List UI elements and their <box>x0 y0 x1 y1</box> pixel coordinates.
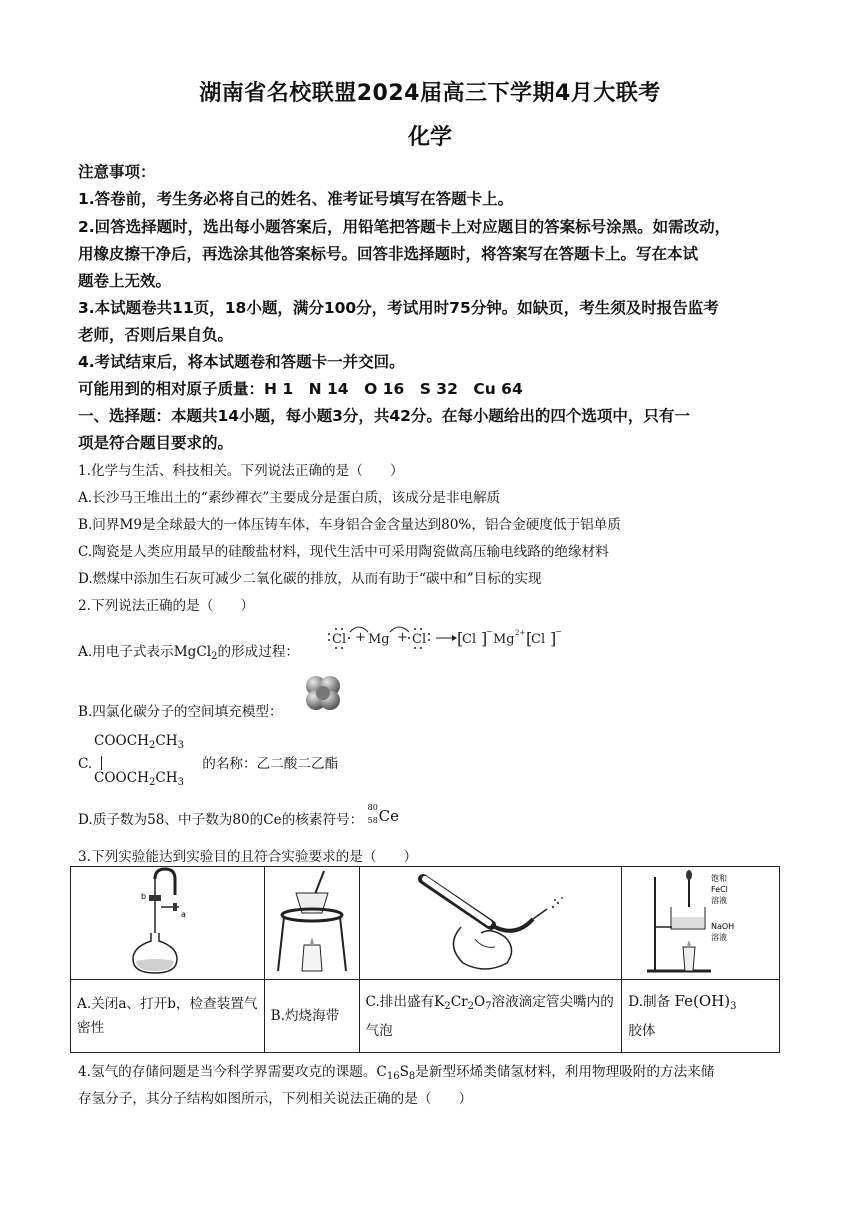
q2-c-bottom-group <box>94 770 800 788</box>
fig-a-cell <box>71 867 265 980</box>
eq-cl-1: Cl <box>332 632 347 647</box>
fig-label-saturated: 饱和 <box>710 874 727 883</box>
eq-minus-2: − <box>555 627 562 636</box>
q3-c-pre: C.排出盛有K <box>365 993 445 1010</box>
fig-label-fecl3: FeCl <box>710 885 728 894</box>
eq-mg-charge: 2+ <box>515 629 526 637</box>
q2-a-sub: 2 <box>211 651 218 662</box>
c-ch-top: CH <box>155 733 178 749</box>
section-heading: 一、选择题：本题共14小题，每小题3分，共42分。在每小题给出的四个选项中，只有一 <box>78 407 690 425</box>
q3-d-post: 胶体 <box>628 1023 656 1039</box>
c-ch-bottom: CH <box>155 770 178 786</box>
svg-text:[: [ <box>526 629 533 648</box>
q1-stem: 1.化学与生活、科技相关。下列说法正确的是（ ） <box>78 463 404 479</box>
crucible-burner-icon <box>272 867 352 975</box>
notice-item-1: 1.答卷前，考生务必将自己的姓名、准考证号填写在答题卡上。 <box>78 190 514 208</box>
notice-heading: 注意事项： <box>78 163 156 181</box>
burette-hand-icon <box>405 867 575 975</box>
atomic-masses: 可能用到的相对原子质量：H 1 N 14 O 16 S 32 Cu 64 <box>78 380 523 398</box>
svg-text:]: ] <box>550 629 557 648</box>
eq-plus-1: + <box>355 630 366 645</box>
exam-title: 湖南省名校联盟2024届高三下学期4月大联考 <box>199 81 661 106</box>
q2-a-text: A.用电子式表示MgCl <box>78 644 212 660</box>
q4-stem-cont: 存氢分子，其分子结构如图所示，下列相关说法正确的是（ ） <box>78 1091 473 1107</box>
q2-c-prefix: C. <box>78 756 93 772</box>
fig-label-solution: 溶液 <box>710 896 727 905</box>
svg-text:]: ] <box>481 629 488 648</box>
eq-cl-2: Cl <box>412 632 427 647</box>
q1-option-b: B.问界M9是全球最大的一体压铸车体，车身铝合金含量达到80%，铝合金硬度低于铝单质 <box>78 517 621 533</box>
q1-option-c: C.陶瓷是人类应用最早的硅酸盐材料，现代生活中可采用陶瓷做高压输电线路的绝缘材料 <box>78 544 609 560</box>
bond-line <box>101 756 102 770</box>
fig-label-b: b <box>141 892 147 901</box>
c-sub2-bottom: 2 <box>148 777 156 788</box>
flask-apparatus-icon <box>127 867 207 975</box>
eq-mg-1: Mg <box>368 632 390 647</box>
notice-item-2-end: 题卷上无效。 <box>78 272 172 290</box>
q3-stem: 3.下列实验能达到实验目的且符合实验要求的是（ ） <box>78 849 418 865</box>
svg-text:[: [ <box>457 629 464 648</box>
eq-mg-2: Mg <box>493 632 515 647</box>
c-sub3-bottom: 3 <box>177 777 184 788</box>
q3-caption-a: A.关闭a、打开b，检查装置气密性 <box>71 980 265 1053</box>
q2-stem: 2.下列说法正确的是（ ） <box>78 598 255 614</box>
fig-label-naoh: NaOH <box>710 922 734 931</box>
fig-d-cell <box>622 867 780 980</box>
electron-formula-image <box>326 624 566 652</box>
q2-c-top-group <box>94 733 800 751</box>
section-heading-cont: 项是符合题目要求的。 <box>78 434 234 452</box>
q3-c-post: 溶液滴定管尖嘴内的气泡 <box>365 993 614 1039</box>
q3-caption-d: D.制备 $Fe(OH)_3$ 胶体 <box>622 980 780 1053</box>
nuclide-symbol <box>367 803 404 826</box>
eq-cl-3: Cl <box>462 632 477 647</box>
q3-experiment-table <box>70 866 780 1053</box>
notice-item-2: 2.回答选择题时，选出每小题答案后，用铅笔把答题卡上对应题目的答案标号涂黑。如需改动， <box>78 218 731 236</box>
nuclide-mass: 80 <box>367 803 378 812</box>
nuclide-z: 58 <box>367 816 378 825</box>
q2-c-name: 的名称：乙二酸二乙酯 <box>202 756 339 772</box>
notice-item-3: 3.本试题卷共11页，18小题，满分100分，考试用时75分钟。如缺页，考生须及时报告监考 <box>78 299 719 317</box>
q1-option-d: D.燃煤中添加生石灰可减少二氧化碳的排放，从而有助于“碳中和”目标的实现 <box>78 571 542 587</box>
eq-plus-2: + <box>397 630 408 645</box>
q3-caption-c: C.排出盛有$K_2Cr_2O_7$溶液滴定管尖嘴内的气泡 <box>359 980 622 1053</box>
notice-item-2-cont: 用橡皮擦干净后，再选涂其他答案标号。回答非选择题时，将答案写在答题卡上。写在本试 <box>78 245 699 263</box>
ccl4-space-filling-model <box>303 673 343 713</box>
nuclide-element: Ce <box>378 807 399 825</box>
notice-item-3-cont: 老师，否则后果自负。 <box>78 326 234 344</box>
eq-minus-1: − <box>486 627 493 636</box>
fig-c-cell <box>359 867 622 980</box>
q2-d-text: D.质子数为58、中子数为80的Ce的核素符号： <box>78 812 364 828</box>
eq-cl-4: Cl <box>531 632 546 647</box>
q2-a-tail: 的形成过程： <box>217 644 300 660</box>
fig-label-a: a <box>181 910 187 919</box>
colloid-setup-icon <box>641 867 761 975</box>
c-group-top: COOCH <box>94 733 149 749</box>
q3-d-pre: D.制备 <box>628 994 671 1010</box>
q2-option-c <box>78 752 784 772</box>
q2-option-b: B.四氯化碳分子的空间填充模型： <box>78 704 283 720</box>
fig-b-cell <box>264 867 359 980</box>
q1-option-a: A.长沙马王堆出土的“素纱襌衣”主要成分是蛋白质，该成分是非电解质 <box>78 490 501 506</box>
c-sub3-top: 3 <box>177 740 184 751</box>
subject-title: 化学 <box>407 125 452 150</box>
q4-stem: 4.氢气的存储问题是当今科学界需要攻克的课题。$C_{16}S_8$是新型环烯类储氢材料，利用物理吸附的方法来储 <box>78 1064 715 1082</box>
fig-label-solution-2: 溶液 <box>710 933 727 942</box>
notice-item-4: 4.考试结束后，将本试题卷和答题卡一并交回。 <box>78 353 405 371</box>
q2-option-d <box>78 803 784 828</box>
c-sub2-top: 2 <box>148 740 156 751</box>
c-group-bottom: COOCH <box>94 770 149 786</box>
q3-caption-b: B.灼烧海带 <box>264 980 359 1053</box>
